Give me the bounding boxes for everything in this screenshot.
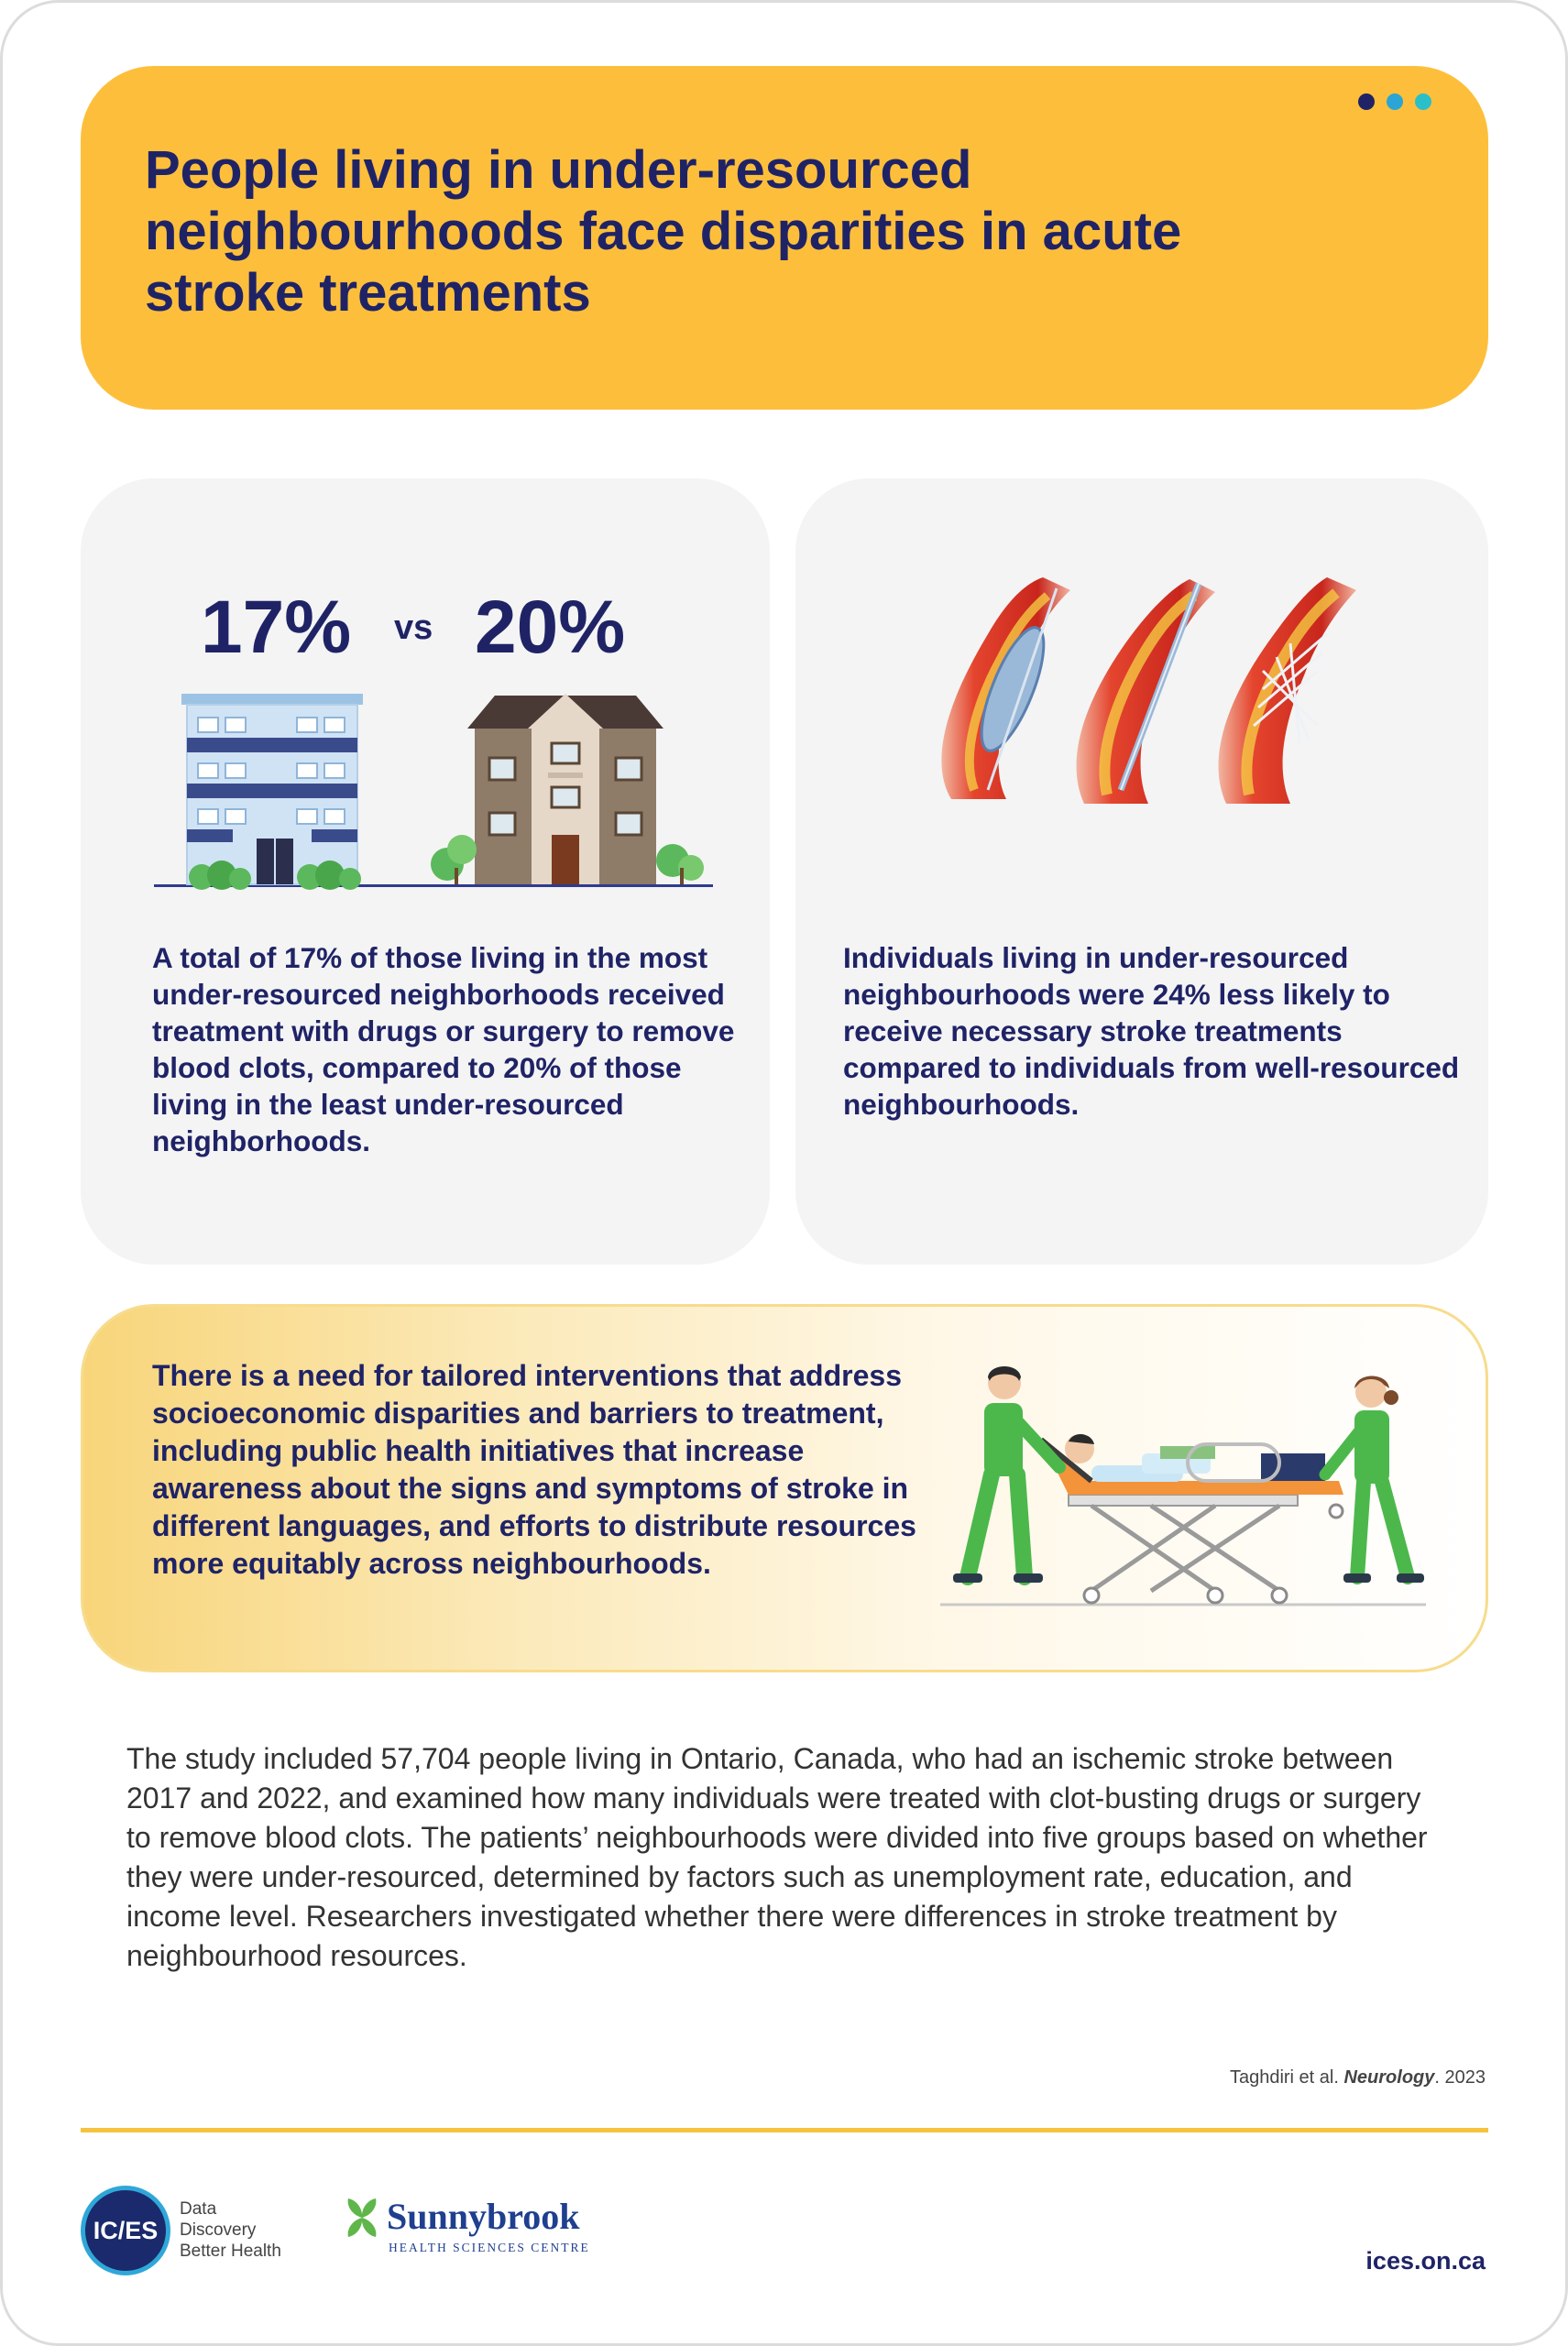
- house-icon: [431, 694, 704, 884]
- sunnybrook-leaf-icon: [339, 2195, 385, 2241]
- stat-vs-label: vs: [394, 608, 433, 647]
- citation-year: . 2023: [1434, 2067, 1486, 2088]
- sunnybrook-logo: [339, 2195, 614, 2268]
- citation: [1230, 2067, 1486, 2088]
- header-banner: [81, 66, 1488, 410]
- stat-card-neighbourhoods: [81, 478, 770, 1265]
- artery-stent-illustration: [887, 570, 1400, 808]
- stat-card-stroke-treatment: [795, 478, 1488, 1265]
- stat-card-description: A total of 17% of those living in the most under-resourced neighborhoods received treatment with drugs or surgery to remove blood clots, compared to 20% of those living in the least under-resourced neighborhoods.: [152, 941, 735, 1157]
- doctor-icon: [953, 1366, 1059, 1583]
- interventions-banner: [81, 1304, 1488, 1672]
- ices-logo: [81, 2186, 301, 2277]
- sunnybrook-subtitle: HEALTH SCIENCES CENTRE: [389, 2241, 590, 2254]
- nurse-icon: [1325, 1376, 1424, 1584]
- ices-tagline: Data Discovery Better Health: [180, 2199, 281, 2261]
- interventions-text: There is a need for tailored interventions that address socioeconomic disparities and barriers to treatment, including public health initiatives that increase awareness about the signs and symptoms of stroke in different languages, and efforts to distribute resources more equitably across neighbourhoods.: [152, 1359, 916, 1580]
- study-description: The study included 57,704 people living in Ontario, Canada, who had an ischemic stroke between 2017 and 2022, and examined how many individuals were treated with clot-busting drugs or surgery to remove blood clots. The patients’ neighbourhoods were divided into five groups based on whether they were under-resourced, determined by factors such as unemployment rate, education, and income level. Researchers investigated whether there were differences in stroke treatment by neighbourhood resources.: [126, 1742, 1428, 1972]
- artery-balloon-icon: [941, 577, 1070, 799]
- sunnybrook-name: Sunnybrook: [387, 2196, 580, 2237]
- stretcher-illustration: [940, 1357, 1426, 1614]
- buildings-illustration: [145, 685, 731, 900]
- ices-logo-mark: IC/ES: [81, 2186, 170, 2275]
- citation-journal: Neurology: [1343, 2067, 1435, 2088]
- dot-teal: [1415, 93, 1431, 110]
- dot-navy: [1358, 93, 1375, 110]
- page-title: People living in under-resourced neighbourhoods face disparities in acute stroke treatments: [145, 140, 1182, 323]
- stat-value-under-resourced: 17%: [201, 586, 352, 669]
- stretcher-icon: [1041, 1434, 1343, 1603]
- dot-blue: [1387, 93, 1403, 110]
- apartment-building-icon: [181, 694, 363, 890]
- header-dots: [1358, 93, 1431, 110]
- citation-authors: Taghdiri et al.: [1229, 2067, 1339, 2088]
- artery-stent-mesh-icon: [1219, 577, 1356, 804]
- footer-divider: [81, 2128, 1488, 2132]
- website-url[interactable]: ices.on.ca: [1365, 2247, 1486, 2275]
- stat-value-well-resourced: 20%: [475, 586, 626, 669]
- artery-wire-icon: [1077, 579, 1215, 804]
- stroke-card-description: Individuals living in under-resourced neighbourhoods were 24% less likely to receive necessary stroke treatments compared to individuals from well-resourced neighbourhoods.: [843, 941, 1460, 1121]
